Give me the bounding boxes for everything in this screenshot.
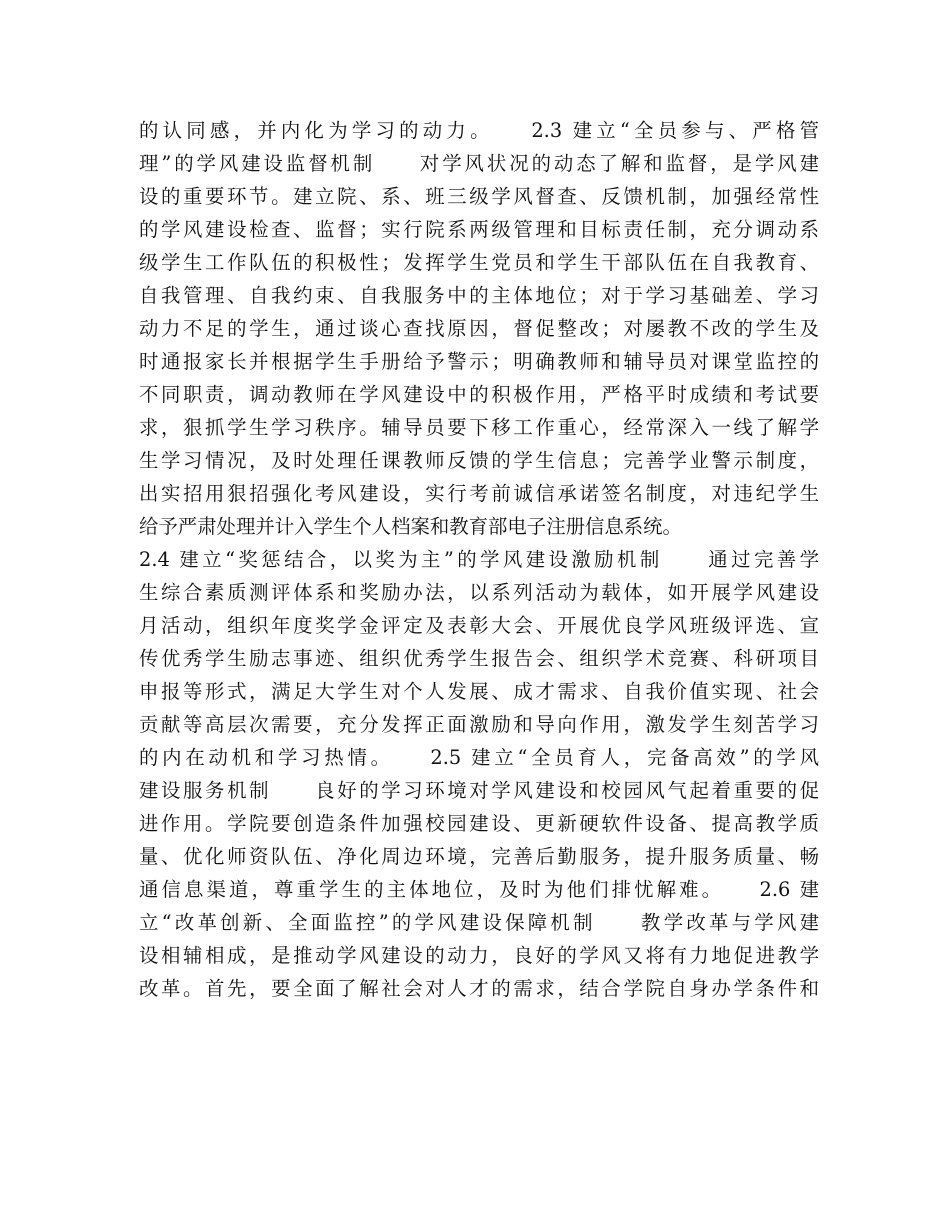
text-line: 设相辅相成，是推动学风建设的动力，良好的学风又将有力地促进教学	[139, 944, 819, 967]
text-line: 出实招用狠招强化考风建设，实行考前诚信承诺签名制度，对违纪学生	[139, 482, 819, 505]
text-line: 月活动，组织年度奖学金评定及表彰大会、开展优良学风班级评选、宣	[139, 614, 819, 637]
text-line: 设的重要环节。建立院、系、班三级学风督查、反馈机制，加强经常性	[139, 185, 819, 208]
text-line: 传优秀学生励志事迹、组织优秀学生报告会、组织学术竞赛、科研项目	[139, 647, 819, 670]
text-line: 求，狠抓学生学习秩序。辅导员要下移工作重心，经常深入一线了解学	[139, 416, 819, 439]
text-line: 的认同感，并内化为学习的动力。 2.3 建立“全员参与、严格管	[139, 119, 819, 142]
text-line: 动力不足的学生，通过谈心查找原因，督促整改；对屡教不改的学生及	[139, 317, 819, 340]
text-line: 给予严肃处理并计入学生个人档案和教育部电子注册信息系统。	[139, 515, 682, 538]
text-line: 改革。首先，要全面了解社会对人才的需求，结合学院自身办学条件和	[139, 977, 819, 1000]
text-line: 通信息渠道，尊重学生的主体地位，及时为他们排忧解难。 2.6 建	[139, 878, 819, 901]
text-line: 建设服务机制 良好的学习环境对学风建设和校园风气起着重要的促	[139, 779, 819, 802]
text-line: 自我管理、自我约束、自我服务中的主体地位；对于学习基础差、学习	[139, 284, 819, 307]
text-line: 2.4 建立“奖惩结合，以奖为主”的学风建设激励机制 通过完善学	[139, 548, 819, 571]
text-line: 量、优化师资队伍、净化周边环境，完善后勤服务，提升服务质量、畅	[139, 845, 819, 868]
text-line: 申报等形式，满足大学生对个人发展、成才需求、自我价值实现、社会	[139, 680, 819, 703]
text-line: 立“改革创新、全面监控”的学风建设保障机制 教学改革与学风建	[139, 911, 819, 934]
text-line: 生学习情况，及时处理任课教师反馈的学生信息；完善学业警示制度，	[139, 449, 819, 472]
text-line: 不同职责，调动教师在学风建设中的积极作用，严格平时成绩和考试要	[139, 383, 819, 406]
text-line: 生综合素质测评体系和奖励办法，以系列活动为载体，如开展学风建设	[139, 581, 819, 604]
text-line: 理”的学风建设监督机制 对学风状况的动态了解和监督，是学风建	[139, 152, 819, 175]
text-line: 的学风建设检查、监督；实行院系两级管理和目标责任制，充分调动系	[139, 218, 819, 241]
text-line: 贡献等高层次需要，充分发挥正面激励和导向作用，激发学生刻苦学习	[139, 713, 819, 736]
body-text	[139, 114, 819, 1005]
text-line: 的内在动机和学习热情。 2.5 建立“全员育人，完备高效”的学风	[139, 746, 819, 769]
text-line: 进作用。学院要创造条件加强校园建设、更新硬软件设备、提高教学质	[139, 812, 819, 835]
text-line: 级学生工作队伍的积极性；发挥学生党员和学生干部队伍在自我教育、	[139, 251, 819, 274]
text-line: 时通报家长并根据学生手册给予警示；明确教师和辅导员对课堂监控的	[139, 350, 819, 373]
